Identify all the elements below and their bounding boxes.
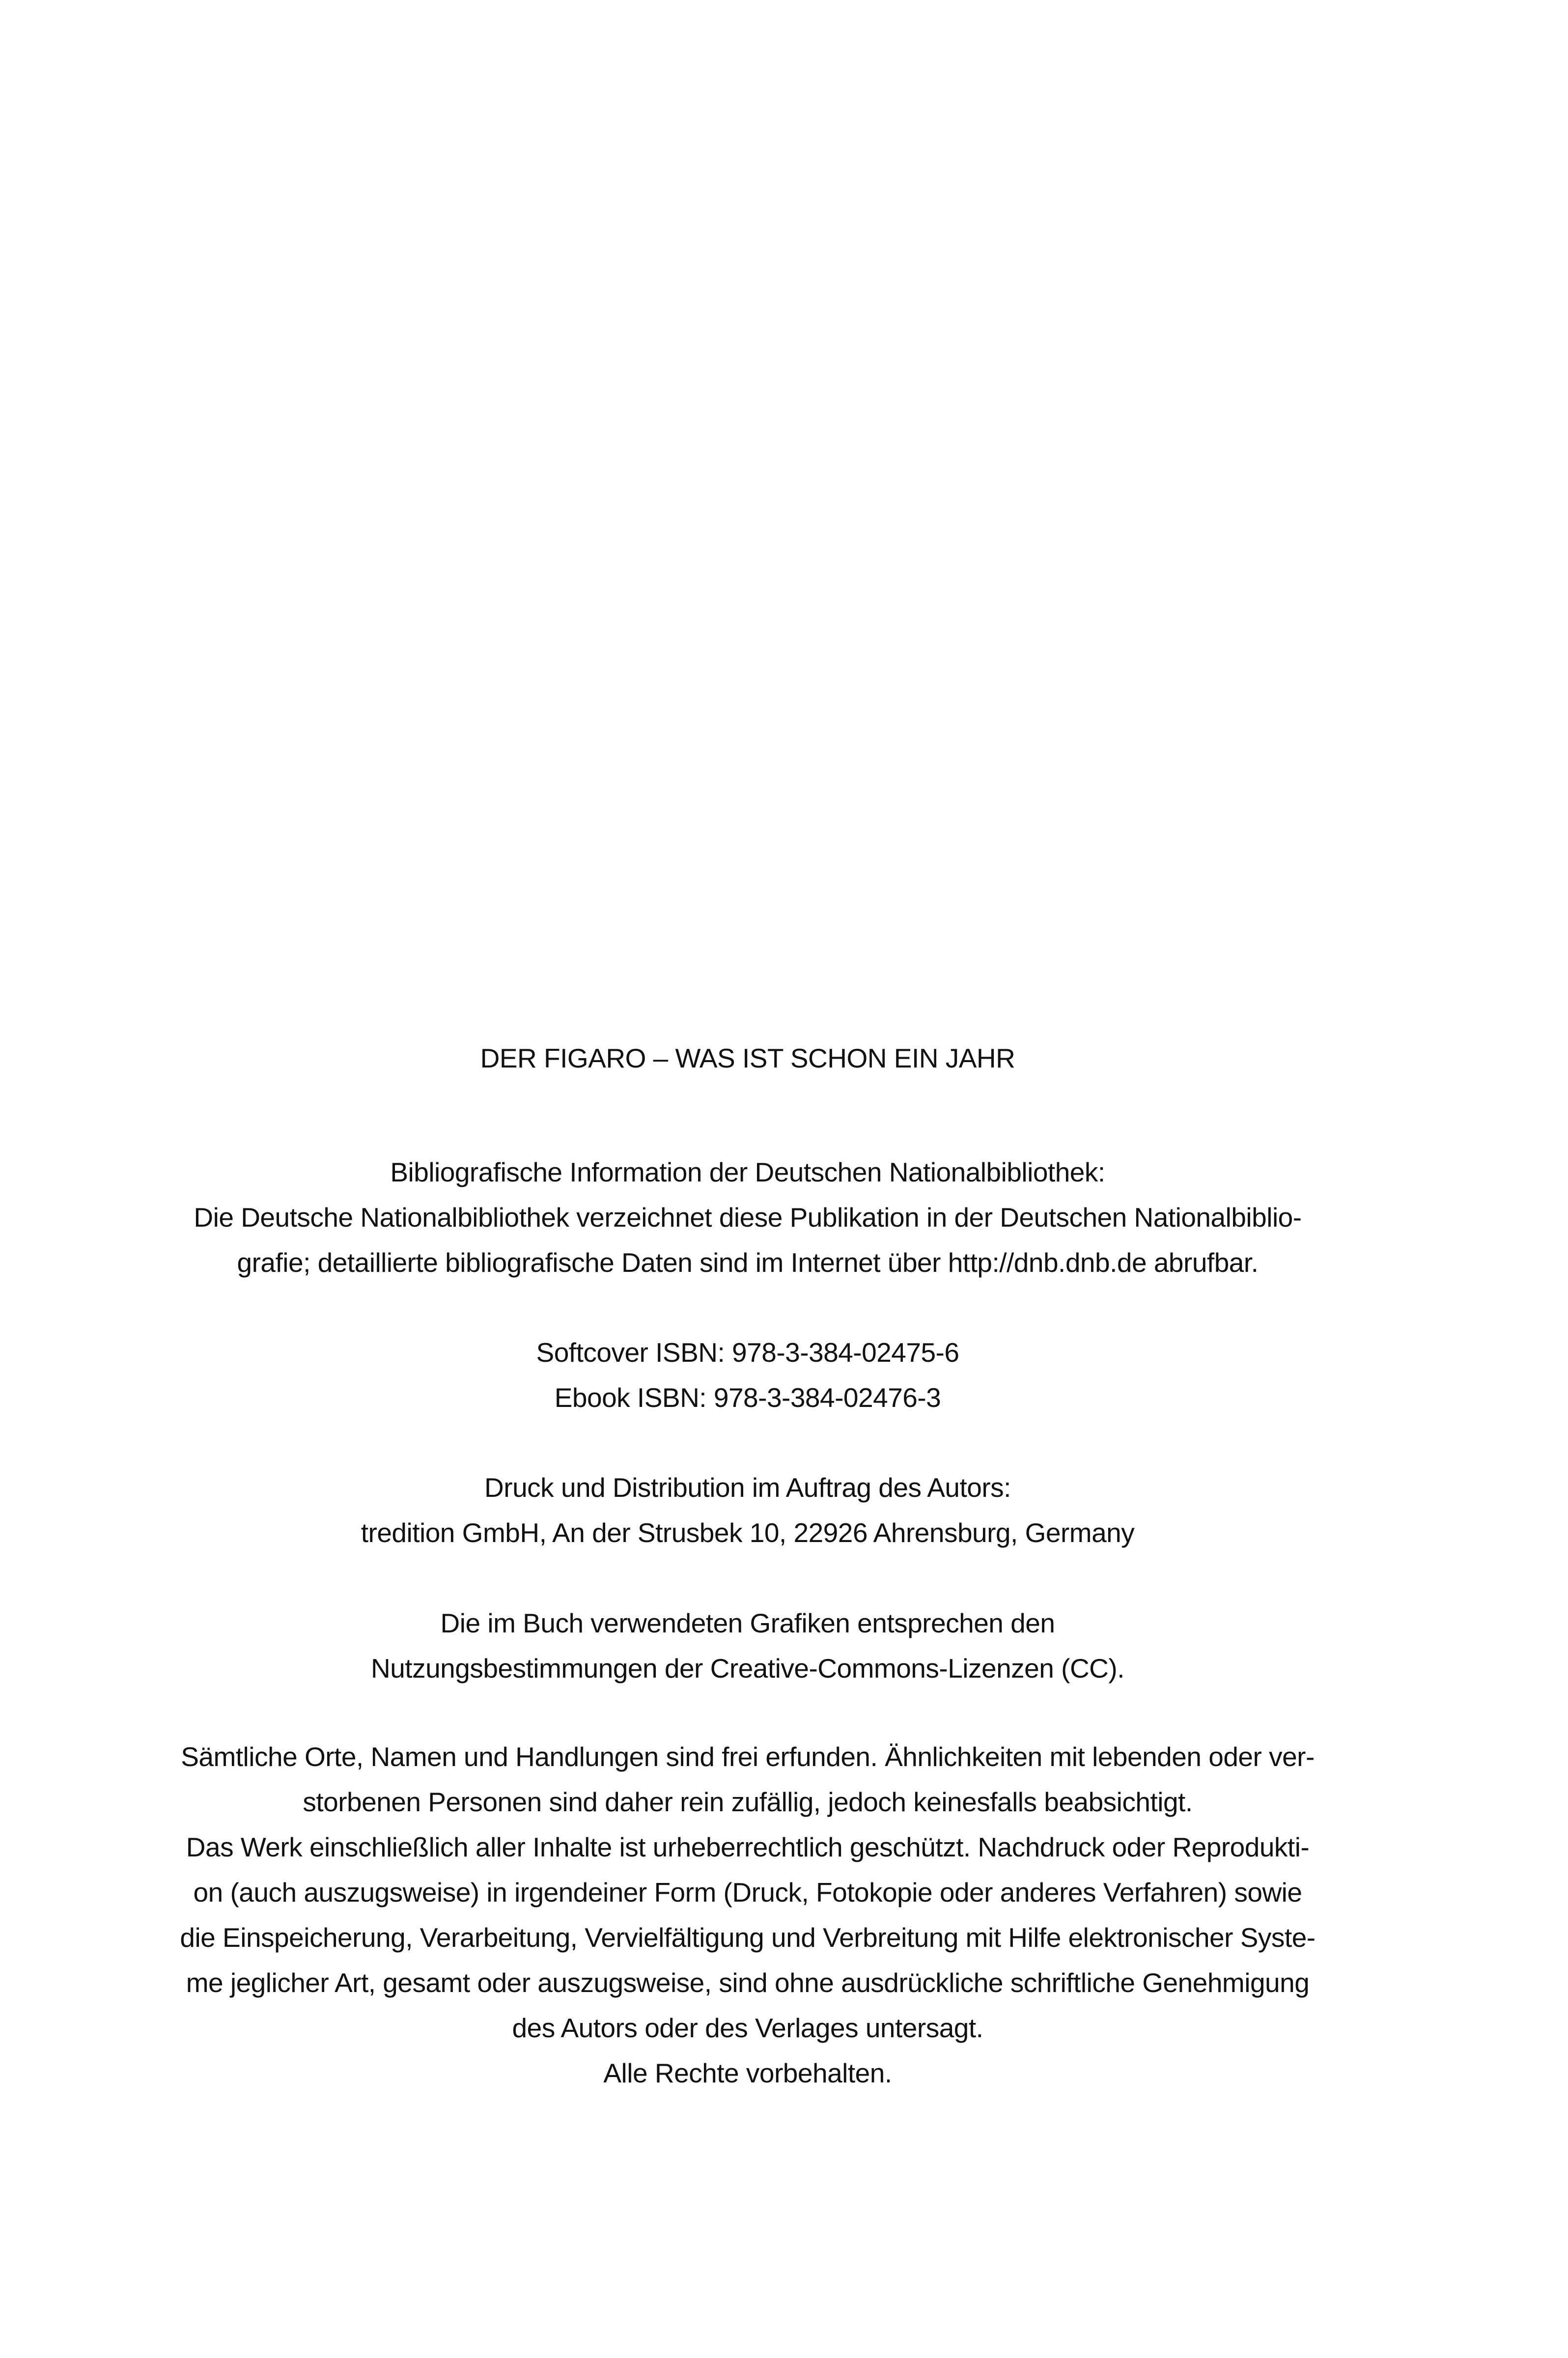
isbn-block (167, 1330, 1328, 1420)
print-distribution-block (167, 1465, 1328, 1555)
publisher-address: tredition GmbH, An der Strusbek 10, 22926 Ahrensburg, Germany (361, 1517, 1135, 1548)
legal-notice (167, 1734, 1328, 2096)
graphics-license-line: Die im Buch verwendeten Grafiken entsprechen den (440, 1608, 1055, 1638)
legal-notice-line: Das Werk einschließlich aller Inhalte ist urheberrechtlich geschützt. Nachdruck oder Reprodukti- (186, 1832, 1310, 1862)
bibliographic-line: Bibliografische Information der Deutschen Nationalbibliothek: (390, 1157, 1105, 1187)
bibliographic-line: grafie; detaillierte bibliografische Daten sind im Internet über http://dnb.dnb.de abrufbar. (237, 1247, 1259, 1278)
legal-notice-line: die Einspeicherung, Verarbeitung, Vervielfältigung und Verbreitung mit Hilfe elektronischer Syste- (180, 1922, 1316, 1953)
graphics-license-block (167, 1600, 1328, 1691)
legal-notice-line: Sämtliche Orte, Namen und Handlungen sind frei erfunden. Ähnlichkeiten mit lebenden oder ver- (181, 1741, 1315, 1772)
ebook-isbn: Ebook ISBN: 978-3-384-02476-3 (554, 1382, 941, 1413)
legal-notice-line: me jeglicher Art, gesamt oder auszugsweise, sind ohne ausdrückliche schriftliche Genehmigung (186, 1967, 1310, 1998)
graphics-license-line: Nutzungsbestimmungen der Creative-Commons-Lizenzen (CC). (371, 1653, 1124, 1684)
legal-notice-line: storbenen Personen sind daher rein zufällig, jedoch keinesfalls beabsichtigt. (303, 1787, 1193, 1817)
book-title: DER FIGARO – WAS IST SCHON EIN JAHR (480, 1043, 1015, 1073)
bibliographic-information (167, 1150, 1328, 1285)
legal-notice-line: on (auch auszugsweise) in irgendeiner Form (Druck, Fotokopie oder anderes Verfahren) sowie (193, 1877, 1302, 1908)
bibliographic-line: Die Deutsche Nationalbibliothek verzeichnet diese Publikation in der Deutschen Nationalbiblio- (194, 1202, 1302, 1233)
legal-notice-line: des Autors oder des Verlages untersagt. (512, 2013, 983, 2043)
book-title-block (167, 1036, 1328, 1081)
softcover-isbn: Softcover ISBN: 978-3-384-02475-6 (536, 1337, 959, 1368)
rights-reserved: Alle Rechte vorbehalten. (603, 2058, 892, 2088)
print-distribution-line: Druck und Distribution im Auftrag des Autors: (484, 1472, 1011, 1503)
